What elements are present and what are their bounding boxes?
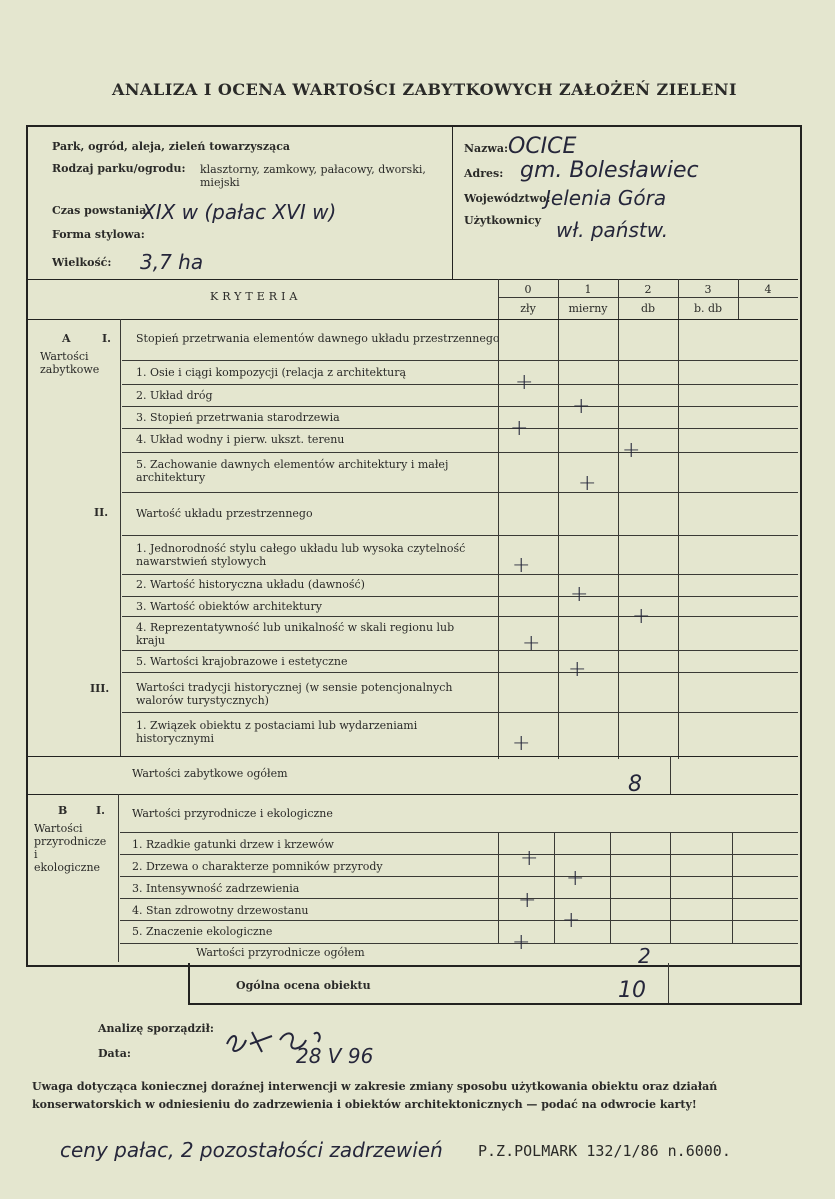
score-4: 4 [764,283,772,296]
rodzaj-value: klasztorny, zamkowy, pałacowy, dworski, miejski [200,163,426,189]
row-line [122,574,798,575]
note-text: Uwaga dotycząca koniecznej doraźnej interwencji w zakresie zmiany sposobu użytkowania obiektu oraz działań konserwatorskich w odniesieniu do zadrzewienia i obiektów architektonicznych — podać na odwrocie karty! [32,1080,718,1111]
b-col-1 [554,832,555,944]
group1-item-2: 2. Układ dróg [136,389,213,402]
row-line [120,854,798,855]
woj-value: Jelenia Góra [545,186,667,210]
left-column-divider-b [118,794,119,962]
czas-label: Czas powstania: [52,204,151,217]
check-mark: + [578,471,597,496]
check-mark: + [520,846,539,871]
group3-item-1: 1. Związek obiektu z postaciami lub wydarzeniami historycznymi [136,719,418,745]
check-mark: + [518,888,537,913]
row-line [120,920,798,921]
group2-item-5: 5. Wartości krajobrazowe i estetyczne [136,655,348,668]
nazwa-value: OCICE [508,134,577,159]
uzytk-label: Użytkownicy [464,214,542,227]
b-item-4: 4. Stan zdrowotny drzewostanu [132,904,309,917]
score-3: 3 [704,283,712,296]
check-mark: + [570,582,589,607]
score-col-1 [558,279,559,759]
row-line [120,876,798,877]
score-col-3 [678,279,679,759]
document-title: ANALIZA I OCENA WARTOŚCI ZABYTKOWYCH ZAŁOŻEŃ ZIELENI [112,80,737,99]
row-line [120,943,798,944]
group1-item-5: 5. Zachowanie dawnych elementów architektury i małej architektury [136,458,449,484]
group2-item-1: 1. Jednorodność stylu całego układu lub wysoka czytelność nawarstwień stylowych [136,542,466,568]
section-a-label: A [62,332,71,345]
check-mark: + [512,553,531,578]
b-total-label: Wartości przyrodnicze ogółem [196,946,365,959]
header-bottom-line [28,279,798,280]
criteria-header-bottom [28,319,798,320]
b-col-2 [610,832,611,944]
group1-item-3: 3. Stopień przetrwania starodrzewia [136,411,340,424]
kryteria-label: KRYTERIA [210,290,302,303]
analiza-label: Analizę sporządził: [98,1022,214,1035]
row-line [122,406,798,407]
b-item-3: 3. Intensywność zadrzewienia [132,882,300,895]
section-b-label: B [58,804,68,817]
forma-label: Forma stylowa: [52,228,145,241]
uzytk-value: wł. państw. [556,218,669,242]
adres-value: gm. Bolesławiec [520,158,699,183]
group2-title: Wartość układu przestrzennego [136,507,313,520]
row-line [120,898,798,899]
section-b-title: Wartości przyrodnicze i ekologiczne [34,822,107,874]
row-line [122,712,798,713]
row-line [28,794,798,795]
check-mark: + [622,438,641,463]
section-a-title: Wartości zabytkowe [40,350,100,376]
row-line [122,650,798,651]
row-line [122,428,798,429]
woj-label: Województwo: [464,192,551,205]
score-label-2: db [640,302,656,315]
section-a-roman: I. [102,332,111,345]
overall-value: 10 [618,978,646,1003]
score-header-mid [498,297,798,298]
b-col-4 [732,832,733,944]
a-total-label: Wartości zabytkowe ogółem [132,767,288,780]
wielkosc-value: 3,7 ha [140,250,204,274]
check-mark: + [572,394,591,419]
header-divider [452,127,453,279]
row-line [122,384,798,385]
b-col-0 [498,832,499,944]
group3-title: Wartości tradycji historycznej (w sensie potencjonalnych walorów turystycznych) [136,681,453,707]
check-mark: + [568,657,587,682]
overall-label: Ogólna ocena obiektu [236,979,371,992]
row-line [122,672,798,673]
print-code: P.Z.POLMARK 132/1/86 n.6000. [478,1142,731,1160]
check-mark: + [512,731,531,756]
check-mark: + [562,908,581,933]
data-label: Data: [98,1047,131,1060]
group3-label: III. [90,682,110,695]
score-col-0 [498,279,499,759]
nazwa-label: Nazwa: [464,142,509,155]
row-line [122,596,798,597]
row-line [28,756,798,757]
row-line [122,452,798,453]
rodzaj-label: Rodzaj parku/ogrodu: [52,162,186,175]
score-2: 2 [644,283,652,296]
data-value: 28 V 96 [296,1044,374,1068]
row-line [122,535,798,536]
b-item-1: 1. Rzadkie gatunki drzew i krzewów [132,838,334,851]
row-line [122,492,798,493]
check-mark: + [512,930,531,955]
b-col-3 [670,832,671,944]
check-mark: + [510,416,529,441]
score-0: 0 [524,283,532,296]
b-item-2: 2. Drzewa o charakterze pomników przyrody [132,860,383,873]
group1-item-4: 4. Układ wodny i pierw. ukszt. terenu [136,433,345,446]
row-line [120,832,798,833]
score-label-3: b. db [693,302,723,315]
check-mark: + [632,604,651,629]
group1-item-1: 1. Osie i ciągi kompozycji (relacja z architekturą [136,366,407,379]
group1-title: Stopień przetrwania elementów dawnego układu przestrzennego [136,332,500,345]
check-mark: + [566,866,585,891]
wielkosc-label: Wielkość: [52,256,112,269]
section-b-group-title: Wartości przyrodnicze i ekologiczne [132,807,333,820]
row-line [122,360,798,361]
b-item-5: 5. Znaczenie ekologiczne [132,925,273,938]
adres-label: Adres: [464,167,504,180]
overall-divider [668,963,669,1003]
left-column-divider [120,319,121,756]
section-b-roman: I. [96,804,105,817]
group2-item-3: 3. Wartość obiektów architektury [136,600,322,613]
check-mark: + [522,631,541,656]
group2-item-2: 2. Wartość historyczna układu (dawność) [136,578,365,591]
group2-item-4: 4. Reprezentatywność lub unikalność w skali regionu lub kraju [136,621,455,647]
czas-value: XIX w (pałac XVI w) [142,200,337,224]
score-1: 1 [584,283,592,296]
a-total-divider [670,756,671,794]
b-total-value: 2 [638,944,651,968]
score-label-1: mierny [568,302,608,315]
row-line [122,616,798,617]
score-col-2 [618,279,619,759]
a-total-value: 8 [628,772,642,797]
check-mark: + [515,370,534,395]
score-label-0: zły [520,302,536,315]
handwritten-note: ceny pałac, 2 pozostałości zadrzewień [60,1138,443,1162]
group2-label: II. [94,506,109,519]
park-label: Park, ogród, aleja, zieleń towarzysząca [52,140,291,153]
